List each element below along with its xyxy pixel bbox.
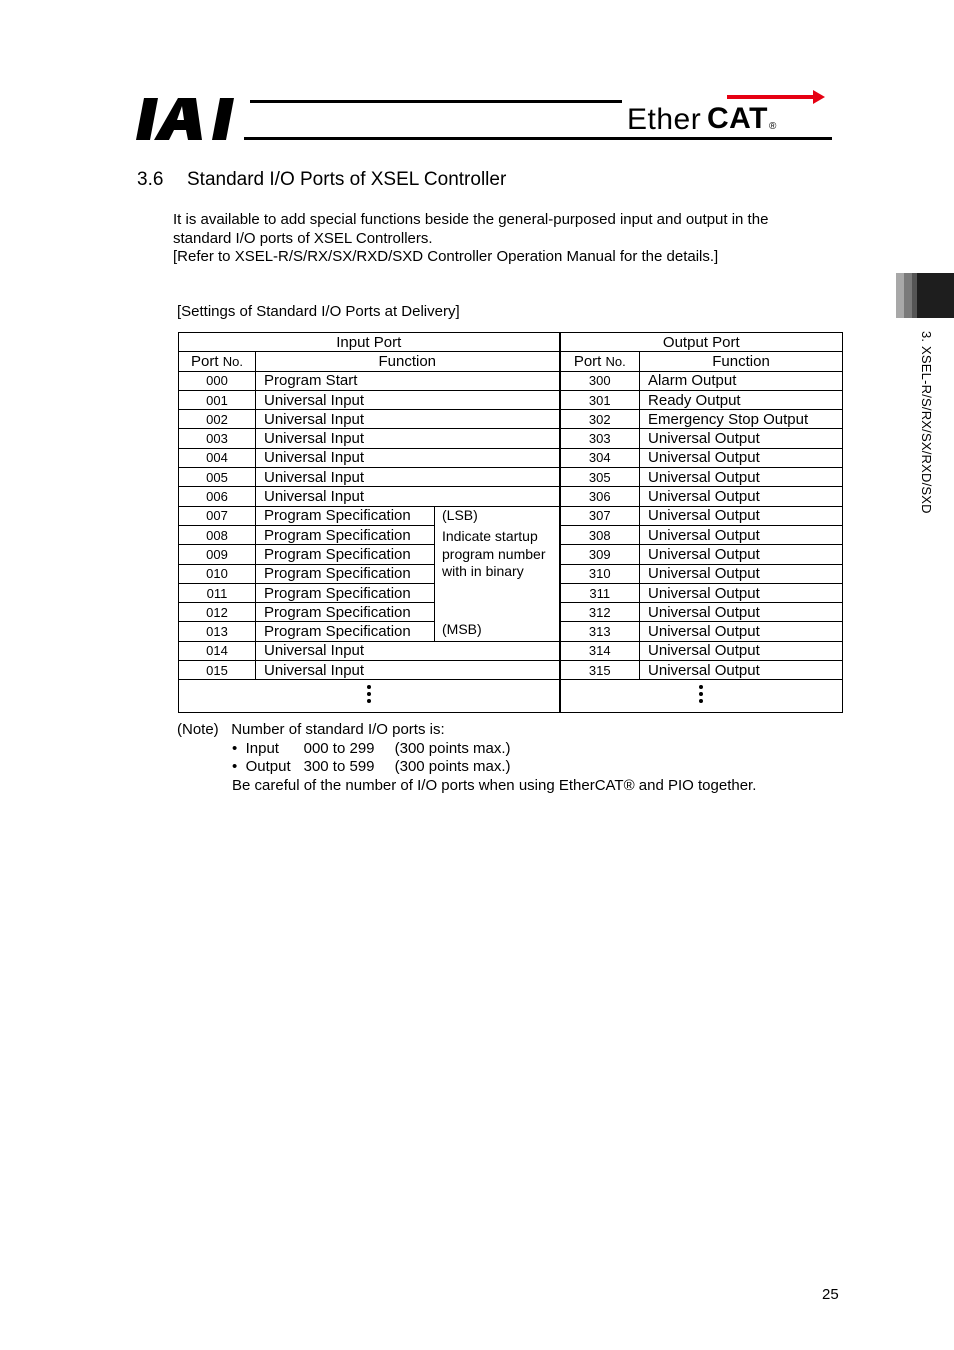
output-port-no: 300	[560, 371, 640, 390]
output-port-no: 311	[560, 583, 640, 602]
note-msb: (MSB)	[442, 621, 482, 638]
header-rule-top	[250, 100, 622, 103]
intro-paragraph	[173, 211, 853, 267]
section-title-text: Standard I/O Ports of XSEL Controller	[187, 169, 507, 190]
section-number: 3.6	[137, 169, 164, 190]
table-row	[179, 448, 843, 467]
input-function: Universal Input	[256, 487, 560, 506]
input-port-no: 010	[179, 564, 256, 583]
output-function: Universal Output	[640, 545, 843, 564]
output-port-no: 305	[560, 468, 640, 487]
input-port-no: 009	[179, 545, 256, 564]
output-port-no: 302	[560, 410, 640, 429]
note-input-name: Input	[245, 739, 279, 757]
output-port-no: 307	[560, 506, 640, 525]
output-function: Universal Output	[640, 487, 843, 506]
input-port-no: 014	[179, 641, 256, 660]
input-function: Program Specification	[256, 622, 435, 641]
input-port-no-header: Port No.	[179, 352, 256, 371]
output-function: Universal Output	[640, 583, 843, 602]
input-function: Program Specification	[256, 506, 435, 525]
output-function: Universal Output	[640, 429, 843, 448]
input-port-no: 005	[179, 468, 256, 487]
output-function: Universal Output	[640, 622, 843, 641]
note-input-range: 000 to 299	[303, 739, 375, 757]
note-output-range: 300 to 599	[303, 758, 375, 775]
input-port-no: 015	[179, 661, 256, 680]
note-text: Indicate startup program number with in binary	[442, 528, 546, 580]
ethercat-logo	[627, 90, 832, 138]
iai-logo	[136, 98, 244, 140]
output-port-no: 314	[560, 641, 640, 660]
input-port-no: 003	[179, 429, 256, 448]
input-function: Universal Input	[256, 390, 560, 409]
output-function: Universal Output	[640, 564, 843, 583]
table-row	[179, 661, 843, 680]
table-row	[179, 371, 843, 390]
output-continuation	[560, 680, 843, 713]
continuation-row	[179, 680, 843, 713]
input-function: Program Specification	[256, 583, 435, 602]
input-port-header: Input Port	[179, 333, 560, 352]
output-function-header: Function	[640, 352, 843, 371]
table-row	[179, 410, 843, 429]
chapter-tab	[896, 273, 954, 318]
table-subheader-row	[179, 352, 843, 371]
input-function: Program Start	[256, 371, 560, 390]
note-output-max: (300 points max.)	[394, 758, 511, 775]
output-port-no: 309	[560, 545, 640, 564]
input-port-no: 001	[179, 390, 256, 409]
input-port-no: 007	[179, 506, 256, 525]
input-function: Universal Input	[256, 448, 560, 467]
ethercat-logo-cat: CAT	[707, 102, 768, 135]
input-function: Program Specification	[256, 603, 435, 622]
table-caption: [Settings of Standard I/O Ports at Delivery]	[177, 303, 460, 320]
output-function: Universal Output	[640, 641, 843, 660]
output-port-no: 306	[560, 487, 640, 506]
page-number: 25	[822, 1286, 839, 1303]
input-function: Program Specification	[256, 525, 435, 544]
ethercat-logo-reg: ®	[769, 121, 777, 132]
input-port-no: 013	[179, 622, 256, 641]
input-port-no: 012	[179, 603, 256, 622]
ethercat-logo-ether: Ether	[627, 103, 702, 136]
output-port-no: 303	[560, 429, 640, 448]
io-port-table	[178, 332, 843, 713]
table-row	[179, 390, 843, 409]
output-port-no: 312	[560, 603, 640, 622]
input-port-no: 011	[179, 583, 256, 602]
output-function: Universal Output	[640, 448, 843, 467]
note-output-name: Output	[245, 758, 291, 775]
output-function: Universal Output	[640, 525, 843, 544]
intro-line: [Refer to XSEL-R/S/RX/SX/RXD/SXD Controller Operation Manual for the details.]	[173, 248, 719, 265]
table-row	[179, 506, 843, 525]
intro-line: It is available to add special functions beside the general-purposed input and output in the	[173, 211, 769, 228]
intro-line: standard I/O ports of XSEL Controllers.	[173, 229, 433, 247]
output-port-no: 313	[560, 622, 640, 641]
note-intro: Number of standard I/O ports is:	[231, 721, 445, 738]
output-port-no-header: Port No.	[560, 352, 640, 371]
output-port-header: Output Port	[560, 333, 843, 352]
table-header-row	[179, 333, 843, 352]
input-port-no: 008	[179, 525, 256, 544]
input-function-header: Function	[256, 352, 560, 371]
table-row	[179, 641, 843, 660]
input-port-no: 000	[179, 371, 256, 390]
note-label: (Note)	[177, 721, 219, 738]
output-function: Emergency Stop Output	[640, 410, 843, 429]
note-caution: Be careful of the number of I/O ports when using EtherCAT® and PIO together.	[232, 776, 757, 794]
chapter-tab-label: 3. XSEL-R/S/RX/SX/RXD/SXD	[919, 331, 934, 514]
output-function: Ready Output	[640, 390, 843, 409]
output-port-no: 310	[560, 564, 640, 583]
output-port-no: 301	[560, 390, 640, 409]
note-input-max: (300 points max.)	[394, 739, 511, 757]
input-continuation	[179, 680, 560, 713]
table-row	[179, 468, 843, 487]
input-port-no: 004	[179, 448, 256, 467]
output-function: Universal Output	[640, 661, 843, 680]
output-port-no: 308	[560, 525, 640, 544]
program-spec-note	[435, 506, 560, 641]
section-title	[137, 169, 506, 191]
output-function: Universal Output	[640, 603, 843, 622]
vertical-ellipsis-icon	[367, 682, 371, 706]
input-function: Universal Input	[256, 429, 560, 448]
table-row	[179, 429, 843, 448]
input-function: Program Specification	[256, 545, 435, 564]
output-function: Alarm Output	[640, 371, 843, 390]
input-function: Universal Input	[256, 410, 560, 429]
vertical-ellipsis-icon	[699, 682, 703, 706]
input-function: Program Specification	[256, 564, 435, 583]
output-port-no: 304	[560, 448, 640, 467]
output-port-no: 315	[560, 661, 640, 680]
note-lsb: (LSB)	[442, 506, 478, 523]
note-block: (Note) Number of standard I/O ports is: • Input 000 to 299 (300 points max.) • Output 300 to 599 (300 points max.) Be careful of the number of I/O ports when using EtherCAT® and PIO together.	[177, 721, 757, 794]
input-function: Universal Input	[256, 641, 560, 660]
input-port-no: 006	[179, 487, 256, 506]
input-function: Universal Input	[256, 661, 560, 680]
output-function: Universal Output	[640, 468, 843, 487]
input-port-no: 002	[179, 410, 256, 429]
table-row	[179, 487, 843, 506]
input-function: Universal Input	[256, 468, 560, 487]
output-function: Universal Output	[640, 506, 843, 525]
